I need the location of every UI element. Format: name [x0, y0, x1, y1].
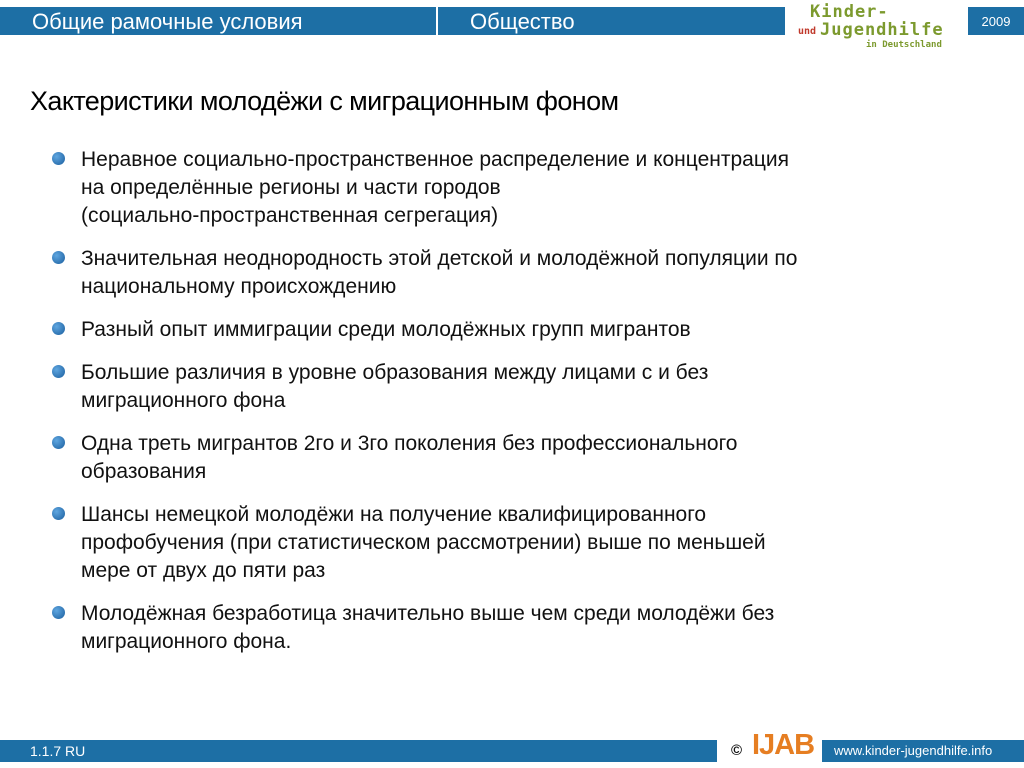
year-badge: 2009 [968, 7, 1024, 35]
bullet-dot-icon [52, 322, 65, 335]
section-label: Общие рамочные условия [32, 9, 303, 34]
bullet-item [50, 316, 980, 344]
footer-bar-right [822, 740, 1024, 762]
bullet-text: Неравное социально-пространственное распределение и концентрация на определённые регионы и части городов (социально-пространственная сегрегация) [81, 148, 789, 227]
topic-label: Общество [470, 9, 575, 34]
bullet-item [50, 245, 980, 301]
logo-line3: in Deutschland [866, 40, 942, 50]
slide-title: Хактеристики молодёжи с миграционным фоном [30, 86, 619, 116]
bullet-item [50, 430, 980, 486]
bullet-dot-icon [52, 365, 65, 378]
bullet-text: Молодёжная безработица значительно выше чем среди молодёжи без миграционного фона. [81, 602, 775, 653]
bullet-text: Большие различия в уровне образования между лицами с и без миграционного фона [81, 361, 709, 412]
bullet-item [50, 146, 980, 230]
bullet-list [50, 146, 980, 671]
bullet-dot-icon [52, 251, 65, 264]
logo-line2: Jugendhilfe [820, 20, 944, 40]
bullet-dot-icon [52, 152, 65, 165]
bullet-item [50, 359, 980, 415]
kinder-jugendhilfe-logo [796, 2, 966, 52]
bullet-text: Значительная неоднородность этой детской и молодёжной популяции по национальному происхождению [81, 247, 798, 298]
logo-und: und [798, 26, 817, 37]
copyright-symbol: © [731, 742, 743, 759]
bullet-text: Одна треть мигрантов 2го и 3го поколения без профессионального образования [81, 432, 738, 483]
header-bar [0, 7, 785, 35]
bullet-dot-icon [52, 606, 65, 619]
footer-bar-left [0, 740, 717, 762]
bullet-text: Разный опыт иммиграции среди молодёжных групп мигрантов [81, 318, 691, 341]
slide-reference: 1.1.7 RU [30, 743, 86, 759]
ijab-logo: IJAB [752, 729, 815, 761]
bullet-item [50, 501, 980, 585]
logo-line1: Kinder- [810, 2, 889, 22]
bullet-dot-icon [52, 436, 65, 449]
bullet-item [50, 600, 980, 656]
website-url: www.kinder-jugendhilfe.info [834, 743, 993, 758]
bullet-dot-icon [52, 507, 65, 520]
bullet-text: Шансы немецкой молодёжи на получение квалифицированного профобучения (при статистическом рассмотрении) выше по меньшей мере от двух до пяти раз [81, 503, 766, 582]
